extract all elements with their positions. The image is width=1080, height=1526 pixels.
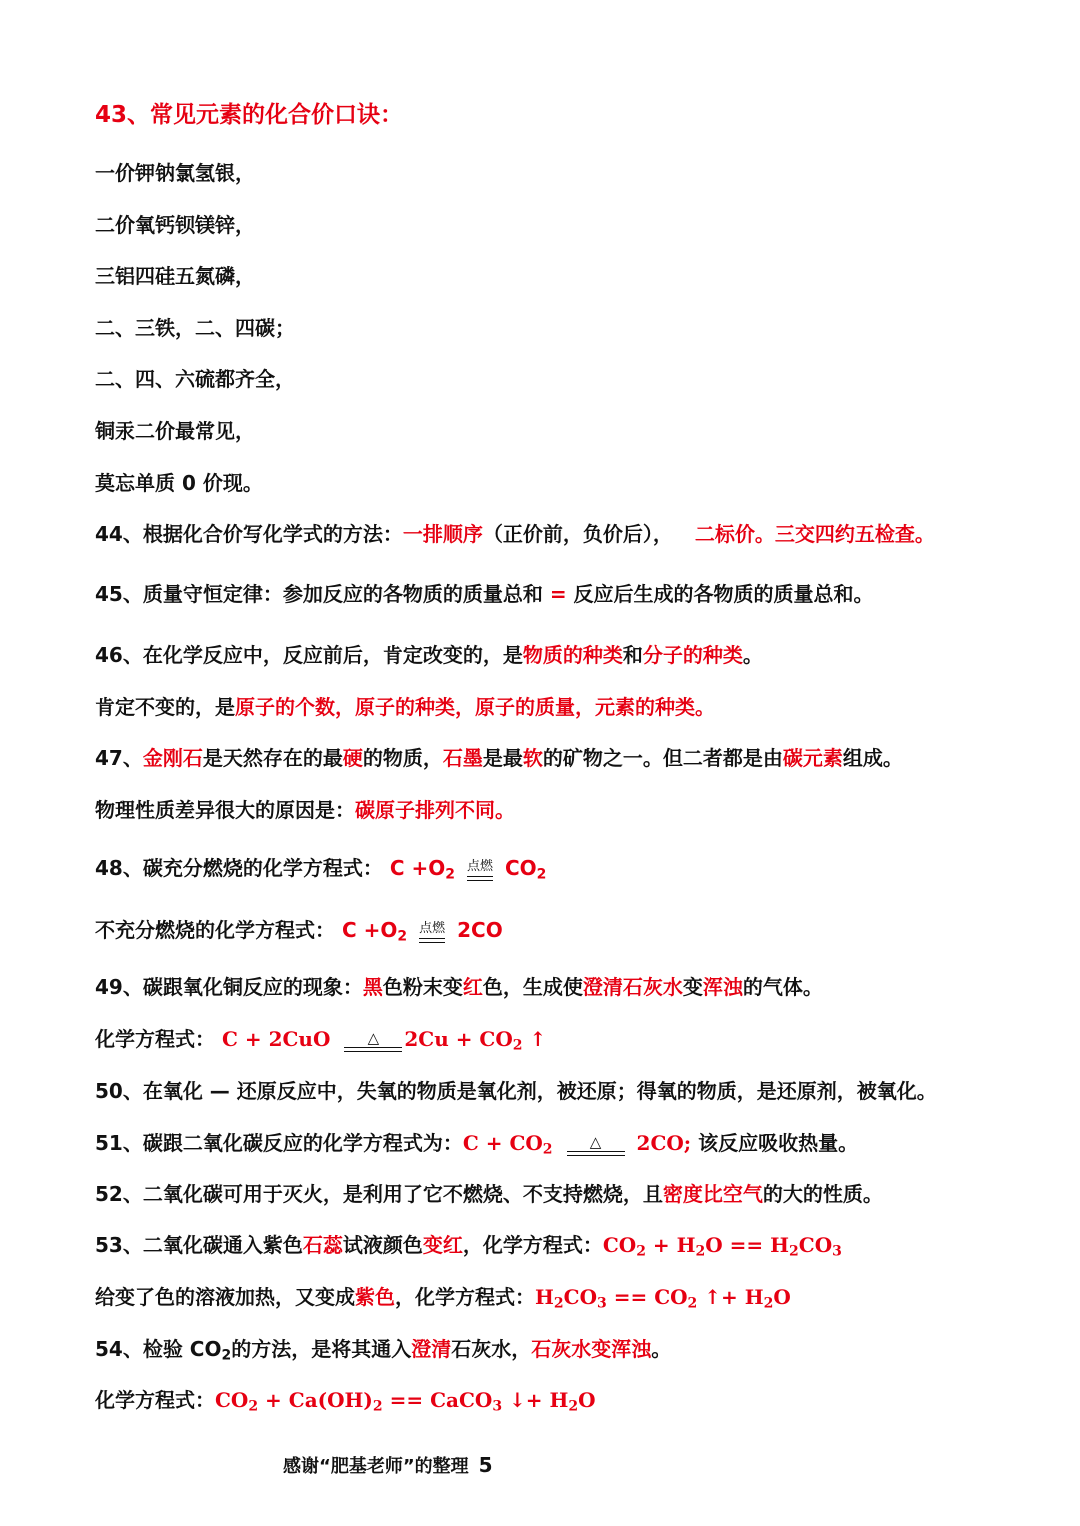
item-53b-text: 给变了色的溶液加热，又变成 [95,1285,355,1309]
item-46-and: 和 [622,643,643,667]
condition-mark [419,921,445,943]
eq53-part-4: CO [798,1233,833,1257]
item-53b-text-2: ，化学方程式： [395,1285,535,1309]
heat-condition [344,1030,402,1052]
item-52-end: 的大的性质。 [762,1182,883,1206]
eq48-lhs-sub: 2 [445,866,455,883]
item-51 [95,1121,1040,1165]
item-46-end: 。 [742,643,763,667]
equation-48b [341,918,503,945]
item-47-text-1: 是天然存在的最 [202,746,343,770]
item-44-highlight-2: 二标价。三交四约五检查。 [694,522,935,546]
eq53-sub-3: 2 [789,1243,799,1260]
item-49b-text: 化学方程式： [95,1027,215,1051]
item-48b [95,908,1040,952]
item-46b-highlight: 原子的个数，原子的种类，原子的质量，元素的种类。 [235,695,715,719]
item-46-highlight-1: 物质的种类 [522,643,623,667]
eq53b-sub-3: 2 [687,1295,698,1312]
litmus-term: 石蕊 [302,1233,343,1257]
item-49-text-2: 色粉末变 [382,975,463,999]
item-47b-text: 物理性质差异很大的原因是： [95,798,355,822]
item-54b [95,1385,1040,1415]
item-49-text-4: 变 [682,975,703,999]
eq51-rhs: 2CO; [636,1131,692,1155]
rhyme-line-1: 一价钾钠氯氢银， [95,161,255,185]
eq53b-part-5: O [773,1285,791,1309]
diamond-term: 金刚石 [142,746,203,770]
equation-54 [215,1388,596,1415]
red-term: 红 [462,975,483,999]
item-54b-text: 化学方程式： [95,1388,215,1412]
eq53-part-2: + H [645,1233,696,1257]
purple-term: 紫色 [355,1285,395,1309]
rhyme-line-3: 三铝四硅五氮磷， [95,264,255,288]
eq54-part-5: O [578,1388,596,1412]
eq54-sub-1: 2 [248,1398,259,1415]
eq53-sub-1: 2 [636,1243,646,1260]
item-54 [95,1334,1040,1364]
carbon-element-term: 碳元素 [782,746,843,770]
black-term: 黑 [362,975,383,999]
gas-arrow: ↑ [522,1027,547,1051]
item-53 [95,1230,1040,1260]
eq49-rhs: 2Cu + CO [404,1027,513,1051]
item-51-text: 51、碳跟二氧化碳反应的化学方程式为： [95,1131,463,1155]
item-44-note: （正价前，负价后）， [482,522,673,546]
eq53b-part-2: CO [563,1285,597,1309]
item-54-end: 。 [651,1337,672,1361]
item-46-highlight-2: 分子的种类 [642,643,743,667]
eq54-part-2: + Ca(OH) [258,1388,373,1412]
item-53-text-2: 试液颜色 [342,1233,423,1257]
eq48b-rhs: 2CO [457,918,503,942]
item-49b [95,1017,1040,1061]
eq48b-lhs-sub: 2 [397,928,408,945]
item-47 [95,743,1040,773]
heat-condition [567,1134,625,1156]
item-46b-text: 肯定不变的，是 [95,695,235,719]
eq53b-sub-4: 2 [763,1295,774,1312]
eq53b-part-1: H [535,1285,554,1309]
item-53-text: 53、二氧化碳通入紫色 [95,1233,303,1257]
rhyme-line-7: 莫忘单质 0 价现。 [95,471,263,495]
item-54-text-3: 石灰水， [451,1337,532,1361]
eq48-rhs: CO [504,856,537,880]
section-title: 43、常见元素的化合价口诀： [95,102,404,128]
page-number: 5 [478,1453,493,1477]
eq48b-lhs: C +O [341,918,398,942]
footer-credit: 感谢“肥基老师”的整理 [283,1456,469,1477]
item-48-text: 48、碳充分燃烧的化学方程式： [95,856,383,880]
item-49 [95,972,1040,1002]
turn-red-term: 变红 [422,1233,463,1257]
item-45-text-2: 反应后生成的各物质的质量总和。 [573,582,874,606]
clear-term: 澄清 [411,1337,452,1361]
item-49-text: 49、碳跟氧化铜反应的现象： [95,975,363,999]
equation-48 [389,856,547,883]
equation-53 [602,1233,842,1260]
eq53-sub-2: 2 [695,1243,706,1260]
eq48-rhs-sub: 2 [536,866,547,883]
eq49-rhs-sub: 2 [512,1037,523,1054]
co2-formula: CO [189,1337,222,1361]
item-49-text-5: 的气体。 [742,975,823,999]
eq54-part-3: == CaCO [382,1388,493,1412]
co2-sub: 2 [221,1347,232,1364]
turbid-term: 浑浊 [702,975,743,999]
limewater-term: 澄清石灰水 [582,975,683,999]
eq54-sub-4: 2 [568,1398,579,1415]
item-54-text: 54、检验 [95,1337,190,1361]
equals-bars [467,876,493,881]
eq54-part-4: ↓+ H [502,1388,569,1412]
density-term: 密度比空气 [662,1182,763,1206]
eq48-lhs: C +O [389,856,446,880]
turbid-limewater-term: 石灰水变浑浊 [531,1337,652,1361]
item-44-text: 44、根据化合价写化学式的方法： [95,522,403,546]
eq49-lhs: C + 2CuO [221,1027,331,1051]
item-49-text-3: 色，生成使 [482,975,583,999]
item-47-number: 47、 [95,746,143,770]
graphite-term: 石墨 [442,746,483,770]
item-44-highlight-1: 一排顺序 [402,522,483,546]
item-53-text-3: ，化学方程式： [462,1233,603,1257]
equals-bars [344,1047,402,1052]
item-45 [95,579,1040,609]
item-51-note: 该反应吸收热量。 [691,1131,859,1155]
item-48 [95,846,1040,890]
eq53b-sub-2: 3 [597,1295,607,1312]
equals-sign: = [549,582,567,606]
item-47-text-4: 的矿物之一。但二者都是由 [542,746,783,770]
equals-bars [567,1151,625,1156]
eq54-sub-2: 2 [372,1398,383,1415]
item-54-text-2: 的方法，是将其通入 [231,1337,412,1361]
eq53b-part-3: == CO [606,1285,688,1309]
item-44 [95,519,1040,549]
ignite-label: 点燃 [419,920,446,936]
rhyme-line-6: 铜汞二价最常见， [95,419,255,443]
item-52-text: 52、二氧化碳可用于灭火，是利用了它不燃烧、不支持燃烧，且 [95,1182,663,1206]
eq53b-part-4: ↑+ H [697,1285,764,1309]
condition-mark [467,859,493,881]
eq54-part-1: CO [215,1388,249,1412]
item-47b-highlight: 碳原子排列不同。 [355,798,515,822]
item-47-text-2: 的物质， [362,746,443,770]
eq51-lhs-sub: 2 [542,1141,553,1158]
equation-49 [221,1027,547,1054]
item-52 [95,1179,1040,1209]
rhyme-line-2: 二价氧钙钡镁锌， [95,213,255,237]
item-48b-text: 不充分燃烧的化学方程式： [95,918,335,942]
item-47-text-3: 是最 [482,746,523,770]
eq54-sub-3: 3 [492,1398,503,1415]
item-46 [95,640,1040,670]
heat-triangle-icon: △ [367,1028,380,1047]
eq53b-sub-1: 2 [553,1295,564,1312]
page-footer [283,1452,493,1478]
heat-triangle-icon: △ [589,1132,602,1151]
item-46b [95,692,1040,722]
item-53b [95,1282,1040,1312]
equation-51 [462,1131,692,1158]
rhyme-line-5: 二、四、六硫都齐全， [95,367,295,391]
item-47-text-5: 组成。 [842,746,903,770]
item-45-text: 45、质量守恒定律：参加反应的各物质的质量总和 [95,582,543,606]
eq53-part-1: CO [602,1233,637,1257]
item-46-text: 46、在化学反应中，反应前后，肯定改变的，是 [95,643,523,667]
eq51-lhs: C + CO [462,1131,543,1155]
hard-term: 硬 [342,746,363,770]
item-47b [95,795,1040,825]
ignite-label: 点燃 [466,858,493,874]
equals-bars [419,938,445,943]
rhyme-line-4: 二、三铁，二、四碳； [95,316,295,340]
soft-term: 软 [522,746,543,770]
item-50: 50、在氧化 — 还原反应中，失氧的物质是氧化剂，被还原；得氧的物质，是还原剂，被氧化。 [95,1079,937,1103]
eq53-part-3: O == H [705,1233,790,1257]
eq53-sub-4: 3 [832,1243,842,1260]
equation-53b [535,1285,791,1312]
